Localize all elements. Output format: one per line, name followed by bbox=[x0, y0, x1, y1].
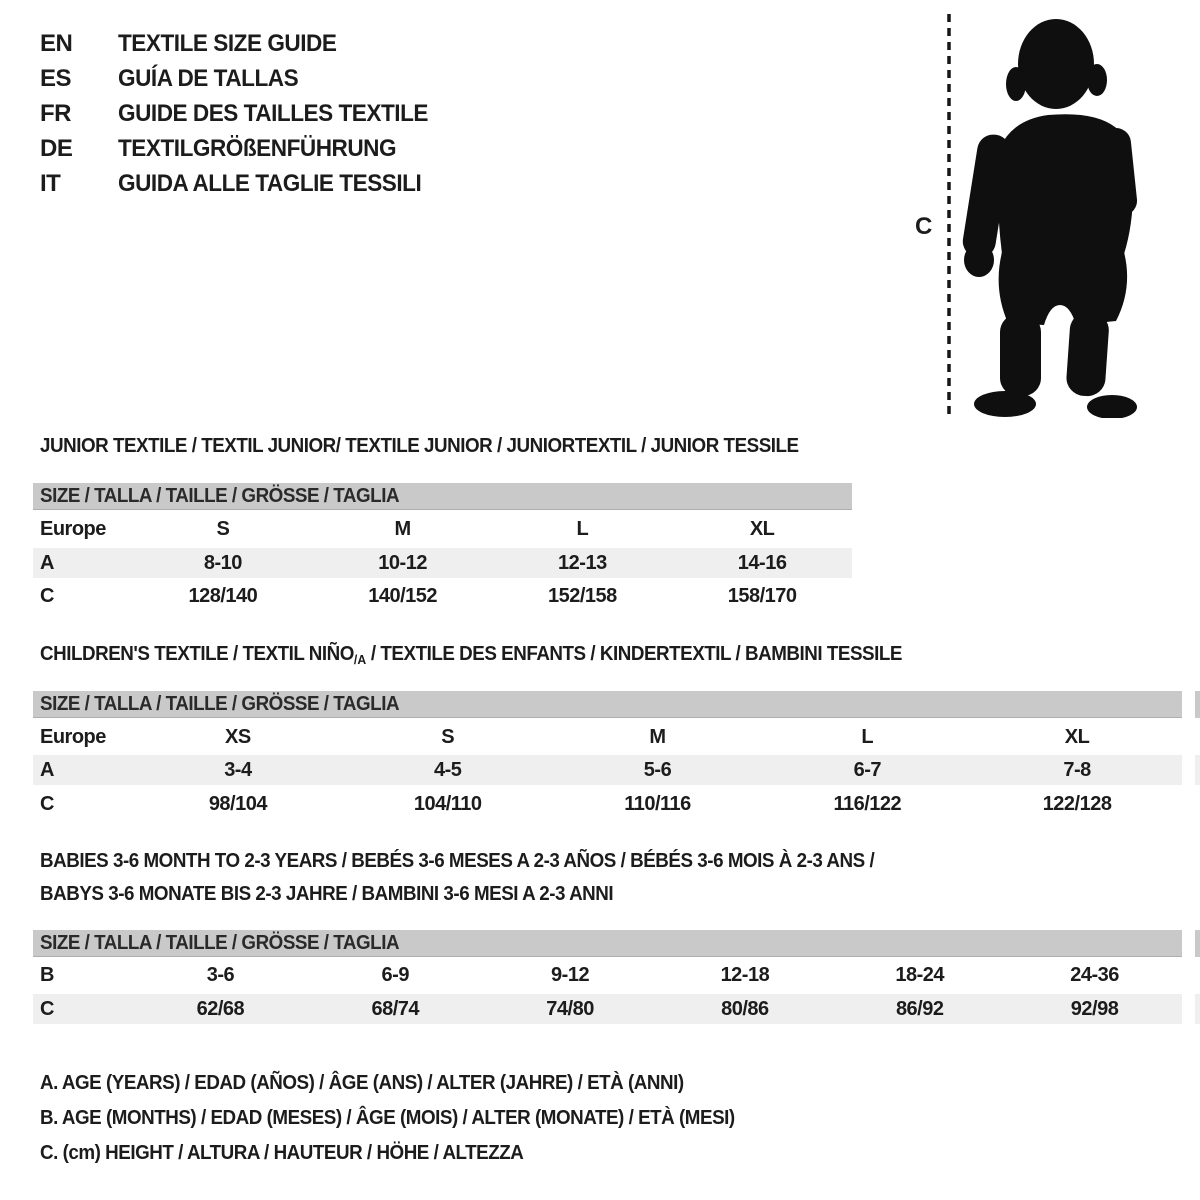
language-title: GUIDE DES TAILLES TEXTILE bbox=[118, 99, 428, 127]
row-label: A bbox=[40, 758, 54, 781]
age-cell: 24-36 bbox=[1070, 963, 1119, 986]
language-row-de bbox=[40, 131, 448, 166]
section-heading-babies-line2: BABYS 3-6 MONATE BIS 2-3 JAHRE / BAMBINI 3-6 MESI A 2-3 ANNI bbox=[40, 883, 614, 905]
language-code: EN bbox=[40, 29, 73, 57]
height-cell: 128/140 bbox=[188, 584, 258, 607]
language-row-it bbox=[40, 166, 448, 201]
size-cell: M bbox=[649, 725, 666, 748]
height-cell: 62/68 bbox=[196, 997, 245, 1020]
table-edge-sliver bbox=[1195, 994, 1200, 1024]
table-edge-sliver bbox=[1195, 930, 1200, 957]
row-label: Europe bbox=[40, 725, 106, 748]
size-cell: S bbox=[216, 517, 230, 540]
age-cell: 7-8 bbox=[1063, 758, 1091, 781]
table-row-children-height bbox=[33, 789, 1182, 819]
age-cell: 12-18 bbox=[720, 963, 770, 986]
table-row-junior-height bbox=[33, 581, 852, 611]
section-heading-babies-line1: BABIES 3-6 MONTH TO 2-3 YEARS / BEBÉS 3-6 MESES A 2-3 AÑOS / BÉBÉS 3-6 MOIS À 2-3 ANS / bbox=[40, 850, 875, 872]
language-title: GUIDA ALLE TAGLIE TESSILI bbox=[118, 169, 422, 197]
table-row-children-europe bbox=[33, 722, 1182, 752]
heading-subscript: /A bbox=[353, 652, 367, 667]
language-code: ES bbox=[40, 64, 72, 92]
size-header-bar-junior: SIZE / TALLA / TAILLE / GRÖSSE / TAGLIA bbox=[33, 483, 852, 510]
size-cell: M bbox=[394, 517, 411, 540]
language-row-fr bbox=[40, 96, 448, 131]
row-label: Europe bbox=[40, 517, 106, 540]
height-cell: 80/86 bbox=[721, 997, 769, 1020]
height-cell: 98/104 bbox=[208, 792, 267, 815]
age-cell: 9-12 bbox=[551, 963, 590, 986]
table-edge-sliver bbox=[1195, 755, 1200, 785]
age-cell: 4-5 bbox=[433, 758, 462, 781]
row-label: B bbox=[40, 963, 54, 986]
size-header-bar-babies: SIZE / TALLA / TAILLE / GRÖSSE / TAGLIA bbox=[33, 930, 1182, 957]
size-cell: L bbox=[861, 725, 874, 748]
height-cell: 104/110 bbox=[413, 792, 482, 815]
toddler-silhouette-icon bbox=[962, 16, 1138, 418]
height-measure-dashed-line bbox=[944, 14, 954, 418]
height-cell: 92/98 bbox=[1070, 997, 1119, 1020]
height-cell: 86/92 bbox=[895, 997, 944, 1020]
height-cell: 140/152 bbox=[368, 584, 438, 607]
row-label: A bbox=[40, 551, 54, 574]
height-cell: 74/80 bbox=[546, 997, 594, 1020]
language-code: IT bbox=[40, 169, 61, 197]
table-row-junior-europe bbox=[33, 514, 852, 544]
legend-line-b: B. AGE (MONTHS) / EDAD (MESES) / ÂGE (MOIS) / ALTER (MONATE) / ETÀ (MESI) bbox=[40, 1107, 735, 1129]
row-label: C bbox=[40, 584, 54, 607]
age-cell: 6-9 bbox=[381, 963, 409, 986]
size-cell: XL bbox=[1064, 725, 1090, 748]
age-cell: 6-7 bbox=[853, 758, 881, 781]
table-row-junior-age bbox=[33, 548, 852, 578]
language-title-list bbox=[40, 26, 448, 201]
table-row-children-age bbox=[33, 755, 1182, 785]
row-label: C bbox=[40, 997, 54, 1020]
row-label: C bbox=[40, 792, 54, 815]
size-cell: XS bbox=[225, 725, 251, 748]
section-heading-children: CHILDREN'S TEXTILE / TEXTIL $NIÑO_{/A}$ / TEXTILE DES ENFANTS / KINDERTEXTIL / BAMBINI TESSILE bbox=[40, 643, 902, 667]
language-code: DE bbox=[40, 134, 73, 162]
language-code: FR bbox=[40, 99, 71, 127]
height-cell: 116/122 bbox=[833, 792, 902, 815]
height-cell: 68/74 bbox=[371, 997, 420, 1020]
age-cell: 14-16 bbox=[737, 551, 787, 574]
table-row-babies-height bbox=[33, 994, 1182, 1024]
legend-line-c: C. (cm) HEIGHT / ALTURA / HAUTEUR / HÖHE / ALTEZZA bbox=[40, 1142, 524, 1164]
age-cell: 12-13 bbox=[558, 551, 607, 574]
age-cell: 3-6 bbox=[206, 963, 235, 986]
table-row-babies-age bbox=[33, 960, 1182, 990]
size-cell: S bbox=[441, 725, 455, 748]
age-cell: 3-4 bbox=[224, 758, 252, 781]
section-heading-junior: JUNIOR TEXTILE / TEXTIL JUNIOR/ TEXTILE JUNIOR / JUNIORTEXTIL / JUNIOR TESSILE bbox=[40, 435, 799, 457]
size-header-bar-children: SIZE / TALLA / TAILLE / GRÖSSE / TAGLIA bbox=[33, 691, 1182, 718]
size-cell: XL bbox=[749, 517, 775, 540]
height-cell: 110/116 bbox=[624, 792, 691, 815]
age-cell: 18-24 bbox=[895, 963, 945, 986]
language-title: GUÍA DE TALLAS bbox=[118, 64, 299, 92]
age-cell: 5-6 bbox=[643, 758, 672, 781]
age-cell: 8-10 bbox=[203, 551, 242, 574]
language-title: TEXTILGRÖßENFÜHRUNG bbox=[118, 134, 397, 162]
legend-line-a: A. AGE (YEARS) / EDAD (AÑOS) / ÂGE (ANS) / ALTER (JAHRE) / ETÀ (ANNI) bbox=[40, 1072, 684, 1094]
table-edge-sliver bbox=[1195, 691, 1200, 718]
height-measure-label: C bbox=[915, 213, 933, 240]
age-cell: 10-12 bbox=[378, 551, 427, 574]
size-cell: L bbox=[576, 517, 589, 540]
language-title: TEXTILE SIZE GUIDE bbox=[118, 29, 337, 57]
height-cell: 158/170 bbox=[727, 584, 797, 607]
height-cell: 152/158 bbox=[547, 584, 617, 607]
language-row-en bbox=[40, 26, 448, 61]
height-cell: 122/128 bbox=[1042, 792, 1112, 815]
language-row-es bbox=[40, 61, 448, 96]
